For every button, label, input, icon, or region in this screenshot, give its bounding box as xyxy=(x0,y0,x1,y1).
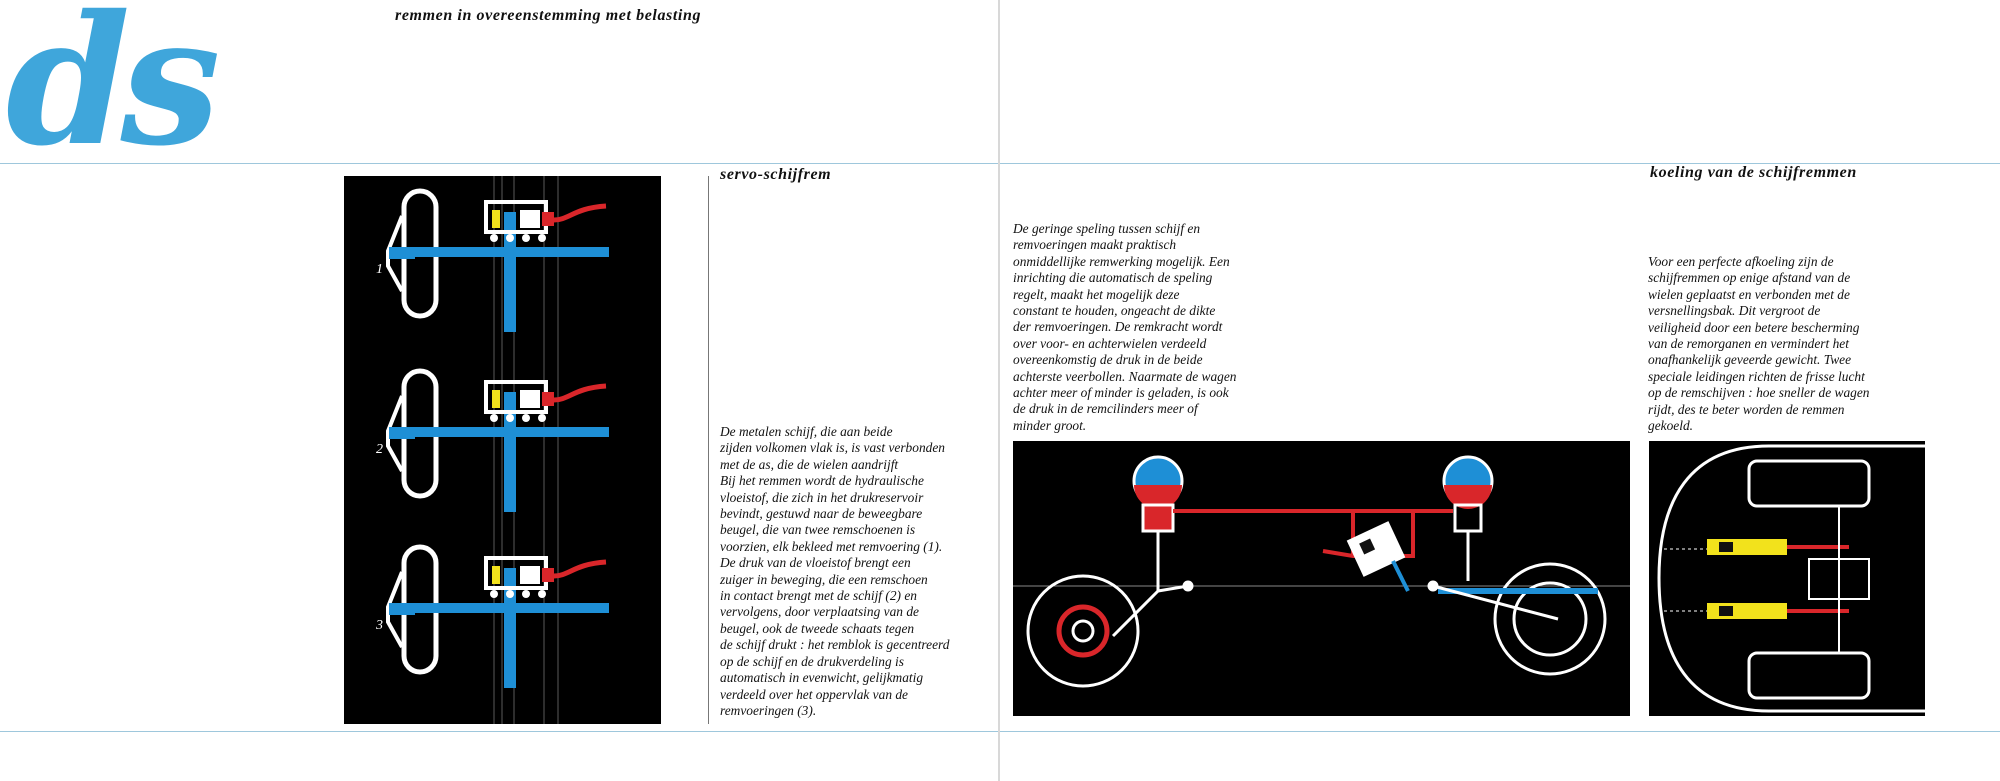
rear-wheel xyxy=(1438,564,1605,674)
servo-body-text: De metalen schijf, die aan beide zijden volkomen vlak is, is vast verbonden met de as, die de wielen aandrijft Bij het remmen wordt de hydraulische vloeistof, die zich in het drukreservoir bevindt, gestuwd naar de beweegbare beugel, die van twee remschoenen is voorzien, elk bekleed met remvoering (1). De druk van de vloeistof brengt een zuiger in beweging, die een remschoen in contact brengt met de schijf (2) en vervolgens, door verplaatsing van de beugel, ook de tweede schaats tegen de schijf drukt : het remblok is gecentreerd op de schijf en de drukverdeling is automatisch in evenwicht, gelijkmatig verdeeld over het oppervlak van de remvoeringen (3). xyxy=(720,424,950,718)
front-wheel xyxy=(1028,576,1138,686)
koeling-body-text: Voor een perfecte afkoeling zijn de schijfremmen op enige afstand van de wielen geplaatst en verbonden met de versnellingsbak. Dit vergroot de veiligheid door een betere bescherming van de remorganen en vermindert het onafhankelijk geveerde gewicht. Twee speciale leidingen richten de frisse lucht op de remschijven : hoe sneller de wagen rijdt, des te beter worden de remmen gekoeld. xyxy=(1648,254,1870,434)
bottom-rule-right xyxy=(1000,731,2000,732)
brake-stage xyxy=(388,191,609,332)
stage-number-3: 3 xyxy=(376,618,383,633)
body-outline xyxy=(1659,446,1925,711)
speling-body-text: De geringe speling tussen schijf en remvoeringen maakt praktisch onmiddellijke remwerking mogelijk. Een inrichting die automatisch de speling regelt, maakt het mogelijk deze constant te houden, ongeacht de dikte der remvoeringen. De remkracht wordt over voor- en achterwielen verdeeld overeenkomstig de druk in de beide achterste veerbollen. Naarmate de wagen achter meer of minder is geladen, is ook de druk in de remcilinders meer of minder groot. xyxy=(1013,221,1237,433)
brake-stages-diagram xyxy=(344,176,661,724)
stage-number-1: 1 xyxy=(376,262,383,277)
airflow-lines xyxy=(1664,549,1709,611)
stage-number-2: 2 xyxy=(376,442,383,457)
rear-sphere xyxy=(1429,457,1558,619)
guide-lines xyxy=(494,176,558,724)
cooling-diagram xyxy=(1649,441,1925,716)
brake-circuit-diagram xyxy=(1013,441,1630,716)
disc-brakes xyxy=(1707,539,1849,619)
section-title-cooling: koeling van de schijfremmen xyxy=(1650,164,1857,181)
bottom-rule-left xyxy=(0,731,998,732)
column-rule xyxy=(708,176,709,724)
gearbox xyxy=(1809,506,1869,653)
distributor-valve xyxy=(1347,521,1408,591)
red-brake-lines xyxy=(1173,511,1453,556)
page-header: remmen in overeenstemming met belasting xyxy=(395,7,702,24)
section-title-servo: servo-schijfrem xyxy=(720,166,832,183)
ds-logo: ds xyxy=(6,0,211,185)
page-fold xyxy=(998,0,1000,781)
front-sphere xyxy=(1113,457,1192,636)
